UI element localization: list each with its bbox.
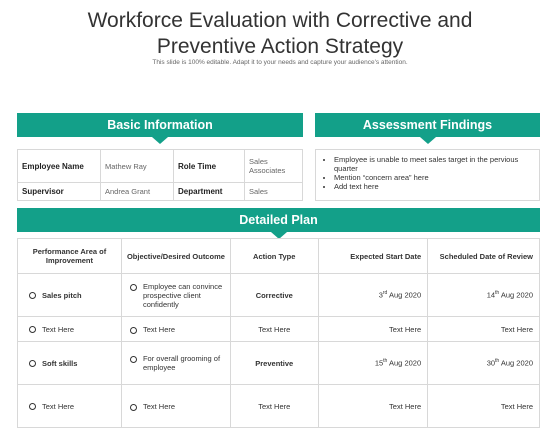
title-line-1: Workforce Evaluation with Corrective and (87, 9, 473, 32)
page-title (0, 8, 560, 60)
review-date-cell (428, 274, 540, 317)
action-cell: Corrective (230, 274, 318, 317)
review-date-cell: Text Here (428, 317, 540, 342)
assessment-findings-banner (315, 113, 540, 137)
title-line-2: Preventive Action Strategy (156, 35, 404, 58)
objective-text: For overall grooming of employee (142, 354, 221, 372)
start-day: 15 (374, 358, 384, 368)
department-value: Sales (245, 183, 303, 201)
basic-info-table (17, 149, 303, 201)
bullet-icon (130, 284, 137, 291)
detailed-plan-label: Detailed Plan (239, 213, 318, 227)
review-rest: Aug 2020 (499, 358, 533, 368)
review-date-cell (428, 342, 540, 385)
start-date-cell: Text Here (318, 385, 428, 428)
table-row (18, 183, 303, 201)
table-row (18, 342, 540, 385)
review-date-cell: Text Here (428, 385, 540, 428)
column-header: Objective/Desired Outcome (121, 239, 230, 274)
banner-arrow (152, 137, 168, 144)
basic-information-banner (17, 113, 303, 137)
bullet-icon (29, 326, 36, 333)
assessment-findings-label: Assessment Findings (362, 118, 493, 132)
area-cell (18, 342, 122, 385)
column-header: Action Type (230, 239, 318, 274)
start-day-suffix: rd (382, 290, 388, 297)
bullet-icon (29, 292, 36, 299)
table-row (18, 274, 540, 317)
column-header: Performance Area of Improvement (18, 239, 122, 274)
action-cell: Text Here (230, 385, 318, 428)
table-row (18, 317, 540, 342)
objective-text: Text Here (142, 401, 176, 411)
area-text: Soft skills (42, 358, 78, 368)
start-date-cell: Text Here (318, 317, 428, 342)
review-day-suffix: th (495, 290, 500, 297)
table-row (18, 150, 303, 183)
objective-text: Employee can convince prospective client confidently (142, 281, 223, 309)
start-rest: Aug 2020 (387, 358, 422, 368)
role-time-label: Role Time (174, 150, 245, 183)
bullet-icon (29, 403, 36, 410)
objective-cell (121, 385, 230, 428)
bullet-icon (130, 327, 137, 334)
column-header: Scheduled Date of Review (428, 239, 540, 274)
area-cell (18, 274, 122, 317)
start-rest: Aug 2020 (387, 290, 422, 300)
list-item: • Employee is unable to meet sales target in the pervious quarter (334, 155, 533, 173)
review-rest: Aug 2020 (499, 290, 533, 300)
bullet-icon (29, 360, 36, 367)
supervisor-value: Andrea Grant (101, 183, 174, 201)
supervisor-label: Supervisor (18, 183, 101, 201)
area-cell (18, 385, 122, 428)
list-item: • Mention “concern area” here (334, 173, 533, 182)
detailed-plan-banner (17, 208, 540, 232)
banner-arrow (420, 137, 436, 144)
detailed-plan-table (17, 238, 540, 428)
employee-name-value: Mathew Ray (101, 150, 174, 183)
action-cell: Text Here (230, 317, 318, 342)
bullet-icon (130, 404, 137, 411)
assessment-findings-box (315, 149, 540, 201)
area-cell (18, 317, 122, 342)
list-item: • Add text here (334, 182, 533, 191)
start-date-cell (318, 342, 428, 385)
objective-cell (121, 342, 230, 385)
objective-cell (121, 274, 230, 317)
basic-information-label: Basic Information (107, 118, 213, 132)
page-subtitle: This slide is 100% editable. Adapt it to your needs and capture your audience's attention. (152, 59, 408, 66)
objective-cell (121, 317, 230, 342)
area-text: Sales pitch (42, 290, 82, 300)
bullet-icon (130, 356, 137, 363)
role-time-value: Sales Associates (245, 150, 303, 183)
review-day: 30 (486, 358, 496, 368)
column-header: Expected Start Date (318, 239, 428, 274)
table-header-row (18, 239, 540, 274)
start-date-cell (318, 274, 428, 317)
area-text: Text Here (42, 401, 75, 411)
review-day: 14 (486, 290, 496, 300)
department-label: Department (174, 183, 245, 201)
employee-name-label: Employee Name (18, 150, 101, 183)
findings-list (322, 155, 533, 191)
review-day-suffix: th (495, 358, 500, 365)
area-text: Text Here (42, 324, 75, 334)
table-row (18, 385, 540, 428)
objective-text: Text Here (142, 324, 176, 334)
start-day: 3 (378, 290, 383, 300)
action-cell: Preventive (230, 342, 318, 385)
start-day-suffix: th (383, 358, 388, 365)
